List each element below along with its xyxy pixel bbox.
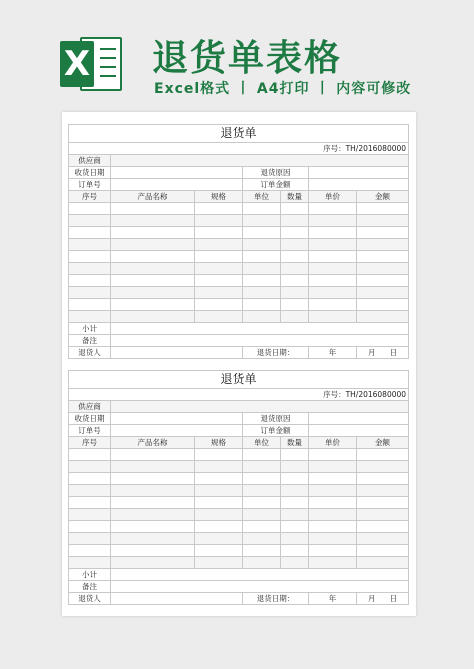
col-header: 产品名称 [111,191,195,203]
col-header: 规格 [195,191,243,203]
item-cell[interactable] [69,545,111,557]
item-cell[interactable] [69,449,111,461]
col-header: 数量 [281,437,309,449]
item-cell[interactable] [69,497,111,509]
item-cell[interactable] [69,203,111,215]
item-cell[interactable] [111,461,195,473]
item-cell[interactable] [357,311,409,323]
item-cell[interactable] [111,203,195,215]
item-cell[interactable] [281,299,309,311]
return-form-table [68,124,409,359]
supplier-label: 供应商 [69,155,111,167]
return-form-table [68,370,409,605]
item-cell[interactable] [281,533,309,545]
col-header: 金额 [357,437,409,449]
item-cell[interactable] [111,509,195,521]
item-row [69,449,409,461]
item-cell[interactable] [309,497,357,509]
item-cell[interactable] [69,287,111,299]
item-cell[interactable] [281,473,309,485]
item-cell[interactable] [357,275,409,287]
item-cell[interactable] [243,521,281,533]
receive-date-cell[interactable] [111,413,243,425]
item-cell[interactable] [357,227,409,239]
item-cell[interactable] [309,533,357,545]
excel-logo-letter: X [60,41,94,87]
col-header: 数量 [281,191,309,203]
month-day-cell [357,347,409,359]
item-cell[interactable] [111,497,195,509]
item-cell[interactable] [281,239,309,251]
item-cell[interactable] [69,461,111,473]
item-cell[interactable] [243,299,281,311]
item-cell[interactable] [243,227,281,239]
item-cell[interactable] [243,251,281,263]
item-cell[interactable] [309,263,357,275]
item-cell[interactable] [69,557,111,569]
item-cell[interactable] [357,449,409,461]
item-cell[interactable] [195,311,243,323]
item-cell[interactable] [357,473,409,485]
item-cell[interactable] [357,461,409,473]
banner-header [0,0,474,112]
item-cell[interactable] [281,449,309,461]
item-cell[interactable] [195,509,243,521]
item-row [69,545,409,557]
receive-date-label: 收货日期 [69,413,111,425]
column-header-row [69,437,409,449]
item-cell[interactable] [111,521,195,533]
item-row [69,299,409,311]
supplier-label: 供应商 [69,401,111,413]
item-cell[interactable] [111,215,195,227]
item-cell[interactable] [69,275,111,287]
remark-label: 备注 [69,581,111,593]
item-cell[interactable] [309,299,357,311]
banner-subtitle: Excel格式 丨 A4打印 丨 内容可修改 [154,81,412,97]
item-cell[interactable] [69,311,111,323]
col-header: 金额 [357,191,409,203]
item-cell[interactable] [111,227,195,239]
item-cell[interactable] [69,521,111,533]
remark-cell[interactable] [111,581,409,593]
subtotal-label: 小计 [69,323,111,335]
col-header: 产品名称 [111,437,195,449]
returner-label: 退货人 [69,347,111,359]
item-cell[interactable] [195,251,243,263]
item-cell[interactable] [243,263,281,275]
item-cell[interactable] [309,287,357,299]
item-cell[interactable] [195,215,243,227]
item-cell[interactable] [111,263,195,275]
item-cell[interactable] [309,275,357,287]
month-label: 月 [367,348,376,357]
item-row [69,275,409,287]
item-cell[interactable] [281,215,309,227]
item-row [69,287,409,299]
item-cell[interactable] [281,203,309,215]
col-header: 序号 [69,191,111,203]
year-label: 年 [309,593,357,605]
item-cell[interactable] [111,485,195,497]
item-cell[interactable] [195,533,243,545]
item-cell[interactable] [111,251,195,263]
item-row [69,239,409,251]
item-cell[interactable] [281,497,309,509]
item-cell[interactable] [243,461,281,473]
col-header: 规格 [195,437,243,449]
item-cell[interactable] [69,509,111,521]
item-cell[interactable] [111,275,195,287]
order-no-cell[interactable] [111,425,243,437]
item-cell[interactable] [309,473,357,485]
order-amount-label: 订单金额 [243,425,309,437]
item-cell[interactable] [281,251,309,263]
item-cell[interactable] [195,545,243,557]
item-cell[interactable] [281,545,309,557]
item-cell[interactable] [243,509,281,521]
order-no-label: 订单号 [69,179,111,191]
item-cell[interactable] [195,275,243,287]
item-cell[interactable] [281,227,309,239]
item-cell[interactable] [243,545,281,557]
item-cell[interactable] [243,533,281,545]
item-cell[interactable] [281,263,309,275]
item-cell[interactable] [243,203,281,215]
item-cell[interactable] [195,227,243,239]
item-cell[interactable] [281,521,309,533]
serial-number: 序号：TH/2016080000 [69,389,409,401]
item-cell[interactable] [357,239,409,251]
item-row [69,461,409,473]
return-form-1 [68,124,408,359]
item-cell[interactable] [111,473,195,485]
form-title: 退货单 [69,371,409,389]
receive-date-cell[interactable] [111,167,243,179]
item-cell[interactable] [69,485,111,497]
col-header: 单价 [309,191,357,203]
item-cell[interactable] [111,533,195,545]
item-cell[interactable] [195,557,243,569]
item-cell[interactable] [309,509,357,521]
item-cell[interactable] [357,509,409,521]
item-row [69,263,409,275]
item-cell[interactable] [243,497,281,509]
item-cell[interactable] [357,287,409,299]
item-cell[interactable] [243,473,281,485]
item-cell[interactable] [281,485,309,497]
item-cell[interactable] [243,275,281,287]
return-date-label: 退货日期： [243,347,309,359]
excel-icon [60,35,124,93]
item-cell[interactable] [243,311,281,323]
item-cell[interactable] [357,545,409,557]
return-date-label: 退货日期： [243,593,309,605]
item-cell[interactable] [69,473,111,485]
item-cell[interactable] [309,311,357,323]
return-reason-cell[interactable] [309,167,409,179]
serial-number: 序号：TH/2016080000 [69,143,409,155]
item-cell[interactable] [357,521,409,533]
item-cell[interactable] [309,449,357,461]
supplier-cell[interactable] [111,401,409,413]
item-cell[interactable] [309,227,357,239]
order-no-cell[interactable] [111,179,243,191]
item-row [69,485,409,497]
item-cell[interactable] [69,533,111,545]
item-row [69,203,409,215]
subtotal-cell[interactable] [111,569,409,581]
order-no-label: 订单号 [69,425,111,437]
returner-cell[interactable] [111,347,243,359]
item-cell[interactable] [357,263,409,275]
item-cell[interactable] [309,545,357,557]
item-cell[interactable] [281,509,309,521]
order-amount-cell[interactable] [309,179,409,191]
item-cell[interactable] [69,227,111,239]
item-cell[interactable] [309,215,357,227]
month-label: 月 [367,594,376,603]
item-row [69,251,409,263]
item-cell[interactable] [195,521,243,533]
item-row [69,557,409,569]
item-cell[interactable] [357,557,409,569]
item-cell[interactable] [357,251,409,263]
day-label: 日 [389,348,398,357]
item-cell[interactable] [69,239,111,251]
item-cell[interactable] [195,473,243,485]
returner-label: 退货人 [69,593,111,605]
remark-label: 备注 [69,335,111,347]
item-row [69,533,409,545]
item-cell[interactable] [195,461,243,473]
col-header: 单位 [243,437,281,449]
item-cell[interactable] [309,239,357,251]
item-cell[interactable] [111,545,195,557]
item-cell[interactable] [281,287,309,299]
subtotal-label: 小计 [69,569,111,581]
item-cell[interactable] [309,485,357,497]
item-cell[interactable] [195,287,243,299]
item-row [69,497,409,509]
item-cell[interactable] [195,449,243,461]
item-cell[interactable] [243,557,281,569]
item-cell[interactable] [357,215,409,227]
column-header-row [69,191,409,203]
return-reason-label: 退货原因 [243,413,309,425]
item-cell[interactable] [195,263,243,275]
item-cell[interactable] [243,287,281,299]
return-reason-cell[interactable] [309,413,409,425]
item-cell[interactable] [69,251,111,263]
item-cell[interactable] [69,215,111,227]
item-row [69,227,409,239]
form-title: 退货单 [69,125,409,143]
item-cell[interactable] [281,461,309,473]
item-cell[interactable] [281,275,309,287]
col-header: 单位 [243,191,281,203]
item-cell[interactable] [243,215,281,227]
paper-sheet [62,112,416,616]
item-cell[interactable] [69,263,111,275]
col-header: 单价 [309,437,357,449]
return-reason-label: 退货原因 [243,167,309,179]
item-cell[interactable] [357,533,409,545]
item-cell[interactable] [243,449,281,461]
item-cell[interactable] [309,557,357,569]
item-cell[interactable] [111,299,195,311]
item-row [69,311,409,323]
item-cell[interactable] [111,287,195,299]
item-cell[interactable] [357,497,409,509]
return-form-2 [68,370,408,605]
item-cell[interactable] [357,299,409,311]
returner-cell[interactable] [111,593,243,605]
item-rows [69,203,409,323]
item-cell[interactable] [195,485,243,497]
year-label: 年 [309,347,357,359]
item-cell[interactable] [111,239,195,251]
item-cell[interactable] [111,557,195,569]
item-cell[interactable] [309,521,357,533]
day-label: 日 [389,594,398,603]
item-cell[interactable] [243,239,281,251]
remark-cell[interactable] [111,335,409,347]
subtotal-cell[interactable] [111,323,409,335]
item-cell[interactable] [309,461,357,473]
item-cell[interactable] [357,485,409,497]
item-cell[interactable] [111,311,195,323]
receive-date-label: 收货日期 [69,167,111,179]
item-cell[interactable] [281,311,309,323]
item-row [69,215,409,227]
item-cell[interactable] [309,203,357,215]
item-cell[interactable] [195,203,243,215]
item-row [69,521,409,533]
order-amount-cell[interactable] [309,425,409,437]
supplier-cell[interactable] [111,155,409,167]
item-row [69,473,409,485]
order-amount-label: 订单金额 [243,179,309,191]
item-rows [69,449,409,569]
item-cell[interactable] [281,557,309,569]
item-cell[interactable] [111,449,195,461]
col-header: 序号 [69,437,111,449]
month-day-cell [357,593,409,605]
item-cell[interactable] [195,299,243,311]
item-cell[interactable] [309,251,357,263]
banner-title: 退货单表格 [152,38,343,79]
item-row [69,509,409,521]
item-cell[interactable] [69,299,111,311]
item-cell[interactable] [195,497,243,509]
item-cell[interactable] [195,239,243,251]
item-cell[interactable] [243,485,281,497]
item-cell[interactable] [357,203,409,215]
